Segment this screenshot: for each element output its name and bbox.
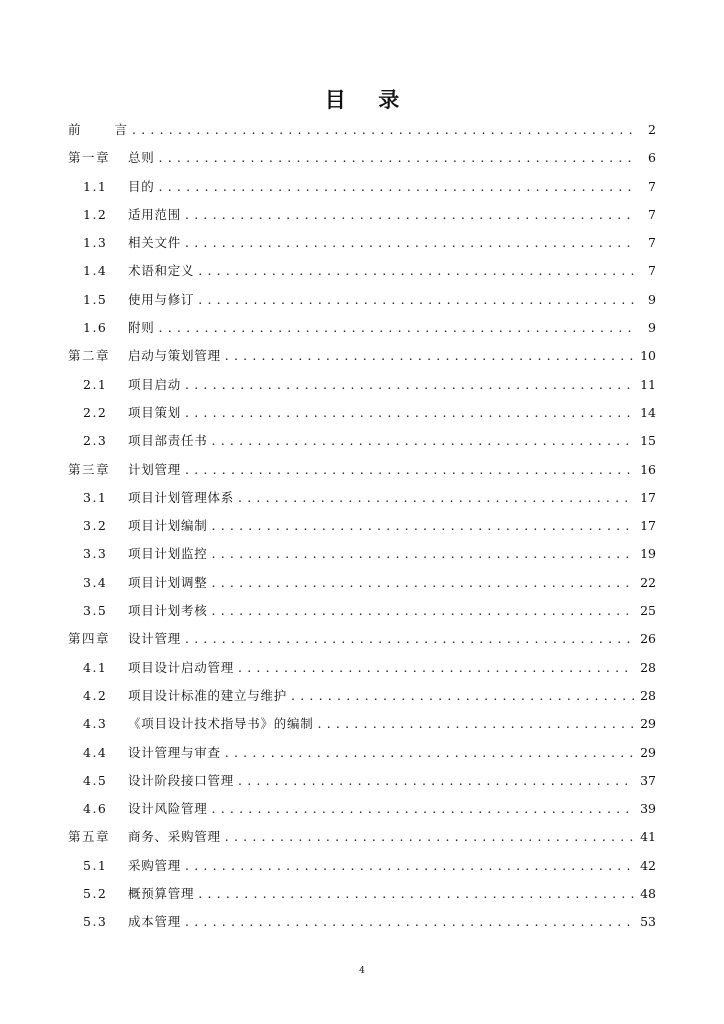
- toc-entry-title: 采购管理: [128, 857, 182, 873]
- toc-entry-page: 28: [640, 659, 656, 675]
- dot-leader: [225, 823, 634, 851]
- toc-entry-number: 2.2: [83, 404, 108, 420]
- dot-leader: [185, 201, 636, 229]
- toc-entry-title: 附则: [128, 320, 155, 336]
- toc-entry-title: 项目部责任书: [128, 433, 208, 449]
- toc-entry-number: 4.6: [83, 801, 108, 817]
- toc-entry-number: 第四章: [68, 631, 111, 647]
- toc-entry-title: 设计阶段接口管理: [128, 772, 235, 788]
- toc-entry-page: 7: [648, 178, 656, 194]
- dot-leader: [238, 484, 634, 512]
- dot-leader: [198, 286, 636, 314]
- toc-entry-page: 26: [640, 631, 656, 647]
- toc-entry-title: 项目计划管理体系: [128, 489, 235, 505]
- toc-entry-title: 项目计划编制: [128, 518, 208, 534]
- toc-entry-title: 使用与修订: [128, 291, 195, 307]
- dot-leader: [185, 625, 634, 653]
- toc-entry-number: 1.2: [83, 206, 108, 222]
- toc-entry[interactable]: [68, 739, 656, 767]
- toc-entry-number: 1.5: [83, 291, 108, 307]
- toc-entry-number: 5.3: [83, 914, 108, 930]
- toc-entry[interactable]: [68, 342, 656, 370]
- toc-entry-page: 29: [640, 744, 656, 760]
- toc-entry[interactable]: [68, 540, 656, 568]
- toc-entry-number: 前 言: [68, 122, 142, 137]
- dot-leader: [318, 710, 635, 738]
- toc-entry-title: 计划管理: [128, 461, 182, 477]
- toc-entry-page: 48: [640, 886, 656, 902]
- toc-entry-title: 项目设计标准的建立与维护: [128, 687, 288, 703]
- toc-entry-number: 5.2: [83, 886, 108, 902]
- toc-entry[interactable]: [68, 908, 656, 936]
- dot-leader: [212, 597, 635, 625]
- toc-entry-number: 4.3: [83, 716, 108, 732]
- toc-entry[interactable]: [68, 399, 656, 427]
- toc-entry-page: 11: [640, 376, 656, 392]
- toc-entry-page: 10: [640, 348, 656, 364]
- toc-entry-page: 37: [640, 772, 656, 788]
- dot-leader: [185, 456, 634, 484]
- toc-entry-title: 项目计划考核: [128, 603, 208, 619]
- toc-entry-number: 第三章: [68, 461, 111, 477]
- toc-entry-number: 2.3: [83, 433, 108, 449]
- dot-leader: [212, 795, 635, 823]
- toc-entry[interactable]: [68, 116, 656, 144]
- toc-entry-title: 相关文件: [128, 235, 182, 251]
- toc-entry[interactable]: [68, 456, 656, 484]
- dot-leader: [198, 880, 634, 908]
- toc-entry[interactable]: [68, 852, 656, 880]
- dot-leader: [185, 229, 636, 257]
- toc-entry-page: 9: [648, 320, 656, 336]
- toc-entry-page: 53: [640, 914, 656, 930]
- toc-entry-number: 2.1: [83, 376, 108, 392]
- toc-entry-page: 6: [648, 150, 656, 166]
- dot-leader: [212, 569, 635, 597]
- toc-entry-number: 3.1: [83, 489, 108, 505]
- toc-entry[interactable]: [68, 880, 656, 908]
- toc-entry-title: 设计管理与审查: [128, 744, 221, 760]
- toc-entry-title: 启动与策划管理: [128, 348, 221, 364]
- toc-entry-title: 概预算管理: [128, 886, 195, 902]
- dot-leader: [291, 682, 634, 710]
- toc-entry[interactable]: [68, 144, 656, 172]
- toc-title: 目 录: [324, 88, 412, 112]
- dot-leader: [238, 767, 634, 795]
- toc-entry-page: 2: [648, 122, 656, 137]
- toc-entry-number: 1.4: [83, 263, 108, 279]
- toc-entry-number: 3.5: [83, 603, 108, 619]
- toc-entry-page: 17: [640, 489, 656, 505]
- dot-leader: [185, 852, 634, 880]
- toc-entry-number: 第一章: [68, 150, 111, 166]
- toc-entry[interactable]: [68, 427, 656, 455]
- page-number: 4: [359, 966, 365, 976]
- toc-entry-page: 9: [648, 291, 656, 307]
- toc-entry-number: 4.1: [83, 659, 108, 675]
- toc-entry-page: 41: [640, 829, 656, 845]
- toc-entry-number: 4.5: [83, 772, 108, 788]
- toc-entry-title: 目的: [128, 178, 155, 194]
- toc-entry-title: 《项目设计技术指导书》的编制: [128, 716, 314, 732]
- dot-leader: [225, 342, 634, 370]
- dot-leader: [198, 257, 636, 285]
- toc-entry-number: 3.2: [83, 518, 108, 534]
- toc-entry-number: 4.4: [83, 744, 108, 760]
- dot-leader: [159, 173, 636, 201]
- dot-leader: [212, 540, 635, 568]
- toc-entry-page: 39: [640, 801, 656, 817]
- toc-entry-page: 42: [640, 857, 656, 873]
- toc-entry-number: 4.2: [83, 687, 108, 703]
- toc-entry-page: 29: [640, 716, 656, 732]
- toc-entry[interactable]: [68, 625, 656, 653]
- toc-entry[interactable]: [68, 654, 656, 682]
- toc-entry-title: 适用范围: [128, 206, 182, 222]
- toc-entry-page: 28: [640, 687, 656, 703]
- dot-leader: [185, 908, 634, 936]
- toc-entry-number: 第二章: [68, 348, 111, 364]
- toc-entry-title: 总则: [128, 150, 155, 166]
- toc-entry-number: 第五章: [68, 829, 111, 845]
- toc-entry[interactable]: [68, 682, 656, 710]
- toc-entry[interactable]: [68, 173, 656, 201]
- toc-entry-title: 术语和定义: [128, 263, 195, 279]
- toc-entry-number: 5.1: [83, 857, 108, 873]
- toc-entry[interactable]: [68, 314, 656, 342]
- dot-leader: [159, 314, 636, 342]
- toc-entry-title: 项目计划监控: [128, 546, 208, 562]
- toc-entry[interactable]: [68, 512, 656, 540]
- dot-leader: [132, 116, 636, 144]
- toc-entry[interactable]: [68, 823, 656, 851]
- toc-entry-page: 7: [648, 235, 656, 251]
- toc-entry-title: 商务、采购管理: [128, 829, 221, 845]
- dot-leader: [212, 427, 635, 455]
- toc-entry-title: 设计管理: [128, 631, 182, 647]
- toc-entry[interactable]: [68, 286, 656, 314]
- dot-leader: [185, 371, 634, 399]
- dot-leader: [159, 144, 636, 172]
- dot-leader: [185, 399, 634, 427]
- toc-entry-page: 14: [640, 404, 656, 420]
- toc-entry[interactable]: [68, 201, 656, 229]
- table-of-contents: [68, 116, 656, 937]
- toc-entry-page: 17: [640, 518, 656, 534]
- toc-entry-title: 项目策划: [128, 404, 182, 420]
- toc-entry-number: 1.3: [83, 235, 108, 251]
- toc-entry[interactable]: [68, 795, 656, 823]
- toc-entry-title: 项目计划调整: [128, 574, 208, 590]
- toc-entry-page: 25: [640, 603, 656, 619]
- toc-entry[interactable]: [68, 597, 656, 625]
- toc-entry[interactable]: [68, 229, 656, 257]
- toc-entry[interactable]: [68, 569, 656, 597]
- dot-leader: [238, 654, 634, 682]
- toc-entry[interactable]: [68, 257, 656, 285]
- toc-entry[interactable]: [68, 371, 656, 399]
- toc-entry-page: 7: [648, 263, 656, 279]
- toc-entry[interactable]: [68, 767, 656, 795]
- toc-entry-title: 项目设计启动管理: [128, 659, 235, 675]
- toc-entry-page: 7: [648, 206, 656, 222]
- toc-entry-number: 1.6: [83, 320, 108, 336]
- toc-entry-number: 1.1: [83, 178, 108, 194]
- toc-entry-title: 项目启动: [128, 376, 182, 392]
- toc-entry-number: 3.4: [83, 574, 108, 590]
- toc-entry[interactable]: [68, 484, 656, 512]
- toc-entry-page: 16: [640, 461, 656, 477]
- toc-entry-title: 成本管理: [128, 914, 182, 930]
- toc-entry-page: 15: [640, 433, 656, 449]
- toc-entry[interactable]: [68, 710, 656, 738]
- toc-entry-page: 19: [640, 546, 656, 562]
- toc-entry-page: 22: [640, 574, 656, 590]
- dot-leader: [212, 512, 635, 540]
- dot-leader: [225, 739, 634, 767]
- toc-entry-title: 设计风险管理: [128, 801, 208, 817]
- toc-entry-number: 3.3: [83, 546, 108, 562]
